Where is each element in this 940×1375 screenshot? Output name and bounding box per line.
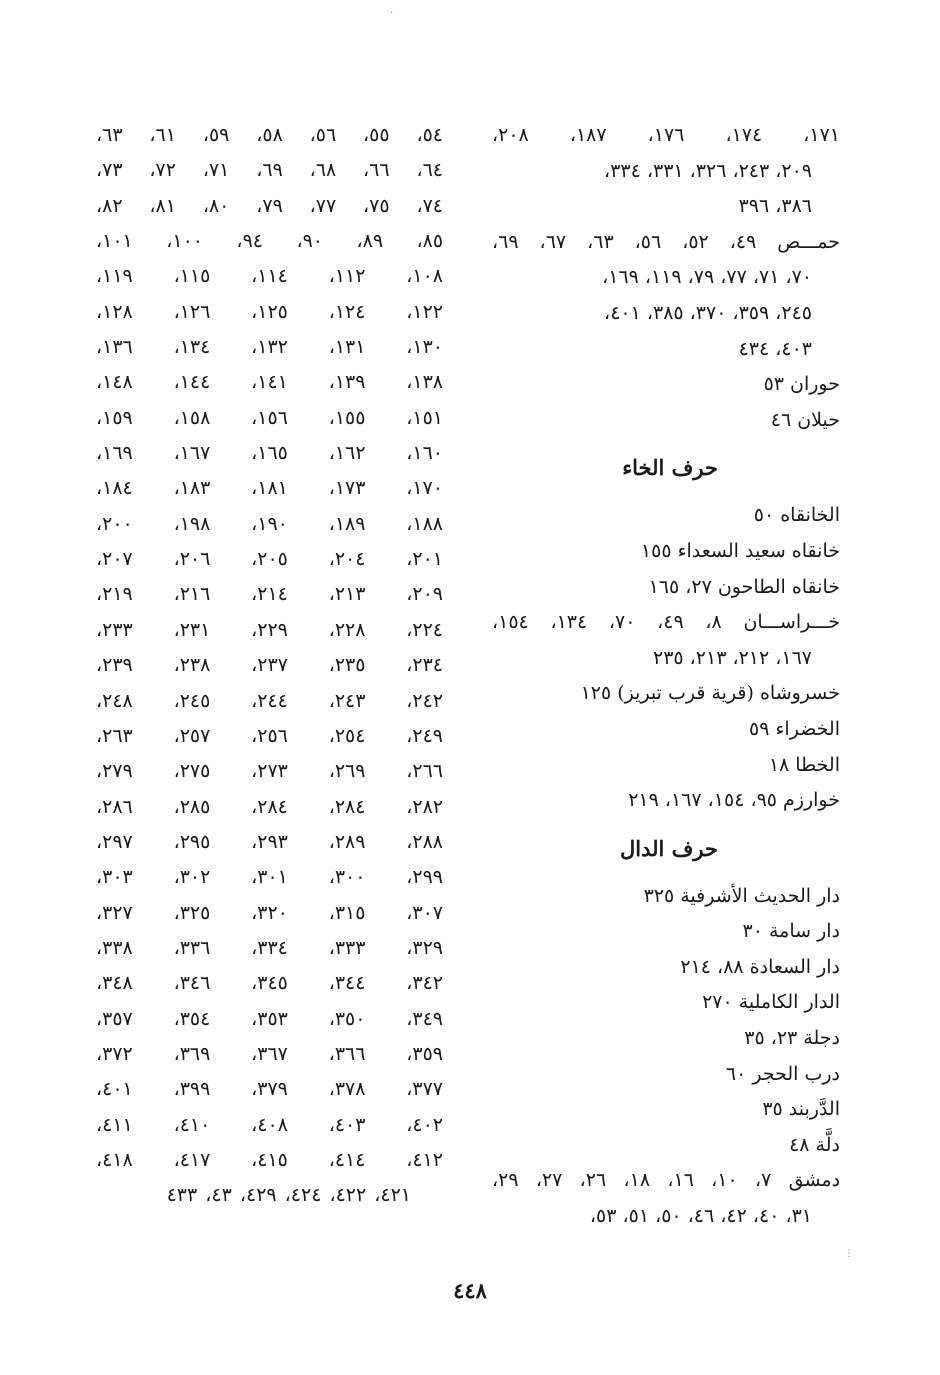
index-entry-line: خانقاه الطاحون ٢٧، ١٦٥: [648, 575, 840, 598]
page-numbers-line: ٣٠٧، ٣١٥، ٣٢٠، ٣٢٥، ٣٢٧،: [96, 901, 444, 924]
page-numbers-line: ٢٩٩، ٣٠٠، ٣٠١، ٣٠٢، ٣٠٣،: [96, 866, 444, 889]
index-entry-line: حمـــص ٤٩، ٥٢، ٥٦، ٦٣، ٦٧، ٦٩،: [492, 230, 840, 253]
page-numbers-line: ٢٠٩، ٢١٣، ٢١٤، ٢١٦، ٢١٩،: [96, 583, 444, 606]
index-entry-line: دمشق ٧، ١٠، ١٦، ١٨، ٢٦، ٢٧، ٢٩،: [492, 1169, 841, 1192]
page-numbers-line: ٤١٢، ٤١٤، ٤١٥، ٤١٧، ٤١٨،: [96, 1148, 444, 1171]
index-entry-line: ٧٠، ٧١، ٧٧، ٧٩، ١١٩، ١٦٩،: [602, 266, 812, 289]
page-numbers-line: ١٣٨، ١٣٩، ١٤١، ١٤٤، ١٤٨،: [96, 371, 444, 394]
page-numbers-line: ١٣٠، ١٣١، ١٣٢، ١٣٤، ١٣٦،: [96, 336, 444, 359]
index-entry-line: حيلان ٤٦: [770, 408, 840, 431]
page-numbers-line: ٣٢٩، ٣٣٣، ٣٣٤، ٣٣٦، ٣٣٨،: [96, 936, 444, 959]
scan-mark: ⋮: [844, 1248, 854, 1259]
index-entry-line: خسروشاه (قرية قرب تبريز) ١٢٥: [580, 682, 840, 705]
page-numbers-line: ٢٤٩، ٢٥٤، ٢٥٦، ٢٥٧، ٢٦٣،: [96, 724, 444, 747]
page-numbers-line: ٤٢١، ٤٢٢، ٤٢٤، ٤٢٩، ٤٣، ٤٣٣: [166, 1184, 411, 1207]
index-column-left: [96, 118, 443, 1214]
section-heading: حرف الخاء: [622, 455, 718, 481]
page-numbers-line: ١٥١، ١٥٥، ١٥٦، ١٥٨، ١٥٩،: [96, 406, 444, 429]
index-entry-line: ٢٠٩، ٢٤٣، ٣٢٦، ٣٣١، ٣٣٤،: [604, 159, 812, 182]
index-entry-line: ٣١، ٤٠، ٤٢، ٤٦، ٥٠، ٥١، ٥٣،: [589, 1205, 812, 1228]
page-numbers-line: ١٦٠، ١٦٢، ١٦٥، ١٦٧، ١٦٩،: [96, 442, 444, 465]
page-numbers-line: ٨٥، ٨٩، ٩٠، ٩٤، ١٠٠، ١٠١،: [96, 230, 444, 253]
page-numbers-line: ١٧٠، ١٧٣، ١٨١، ١٨٣، ١٨٤،: [96, 477, 444, 500]
index-entry-line: خـــراســـان ٨، ٤٩، ٧٠، ١٣٤، ١٥٤،: [492, 611, 841, 634]
index-entry-line: الدار الكاملية ٢٧٠: [702, 991, 840, 1014]
index-entry-line: دلَّة ٤٨: [789, 1133, 840, 1156]
page-numbers-line: ٣٧٧، ٣٧٨، ٣٧٩، ٣٩٩، ٤٠١،: [96, 1078, 444, 1101]
page-numbers-line: ١٨٨، ١٨٩، ١٩٠، ١٩٨، ٢٠٠،: [96, 512, 444, 535]
index-entry-line: ١٧١، ١٧٤، ١٧٦، ١٨٧، ٢٠٨،: [492, 124, 841, 146]
section-heading: حرف الدال: [620, 835, 718, 861]
page-numbers-line: ٢٨٨، ٢٨٩، ٢٩٣، ٢٩٥، ٢٩٧،: [96, 830, 444, 853]
page-numbers-line: ٣٥٩، ٣٦٦، ٣٦٧، ٣٦٩، ٣٧٢،: [96, 1042, 444, 1065]
index-entry-line: درب الحجر ٦٠: [725, 1062, 840, 1085]
page-numbers-line: ٤٠٢، ٤٠٣، ٤٠٨، ٤١٠، ٤١١،: [96, 1113, 444, 1136]
index-entry-line: ٣٨٦، ٣٩٦: [738, 195, 812, 218]
page-numbers-line: ٧٤، ٧٥، ٧٧، ٧٩، ٨٠، ٨١، ٨٢،: [96, 194, 443, 217]
page-numbers-line: ١٢٢، ١٢٤، ١٢٥، ١٢٦، ١٢٨،: [96, 300, 444, 323]
index-entry-line: خوارزم ٩٥، ١٥٤، ١٦٧، ٢١٩: [628, 789, 840, 812]
page-numbers-line: ٢٠١، ٢٠٤، ٢٠٥، ٢٠٦، ٢٠٧،: [96, 548, 444, 571]
index-entry-line: ١٦٧، ٢١٢، ٢١٣، ٢٣٥: [652, 646, 812, 669]
index-entry-line: ٢٤٥، ٣٥٩، ٣٧٠، ٣٨٥، ٤٠١،: [604, 301, 812, 324]
page-numbers-line: ٢٤٢، ٢٤٣، ٢٤٤، ٢٤٥، ٢٤٨،: [96, 689, 444, 712]
page-numbers-line: ٣٤٩، ٣٥٠، ٣٥٣، ٣٥٤، ٣٥٧،: [96, 1007, 444, 1030]
index-entry-line: خانقاه سعيد السعداء ١٥٥: [640, 539, 840, 562]
index-entry-line: الخانقاه ٥٠: [753, 504, 840, 527]
page-numbers-line: ١٠٨، ١١٢، ١١٤، ١١٥، ١١٩،: [96, 265, 444, 288]
index-entry-line: الخضراء ٥٩: [749, 717, 840, 740]
page-numbers-line: ٦٤، ٦٦، ٦٨، ٦٩، ٧١، ٧٢، ٧٣،: [96, 159, 443, 182]
page-number: ٤٤٨: [453, 1278, 487, 1303]
index-entry-line: الخطا ١٨: [768, 753, 840, 776]
index-entry-line: دار سامة ٣٠: [742, 920, 840, 943]
index-entry-line: دار الحديث الأشرفية ٣٢٥: [643, 884, 840, 907]
page-numbers-line: ٣٤٢، ٣٤٤، ٣٤٥، ٣٤٦، ٣٤٨،: [96, 972, 444, 995]
scan-mark: ·: [390, 8, 394, 19]
index-entry-line: حوران ٥٣: [763, 373, 840, 396]
page-numbers-line: ٢٨٢، ٢٨٤، ٢٨٤، ٢٨٥، ٢٨٦،: [96, 795, 444, 818]
index-column-right: [492, 118, 840, 1235]
page-numbers-line: ٢٣٤، ٢٣٥، ٢٣٧، ٢٣٨، ٢٣٩،: [96, 654, 444, 677]
index-entry-line: الدَّربند ٣٥: [762, 1098, 840, 1121]
page-numbers-line: ٥٤، ٥٥، ٥٦، ٥٨، ٥٩، ٦١، ٦٣،: [96, 124, 443, 146]
page-numbers-line: ٢٦٦، ٢٦٩، ٢٧٣، ٢٧٥، ٢٧٩،: [96, 760, 444, 783]
index-entry-line: دار السعادة ٨٨، ٢١٤: [680, 955, 840, 978]
page-numbers-line: ٢٢٤، ٢٢٨، ٢٢٩، ٢٣١، ٢٣٣،: [96, 618, 444, 641]
index-entry-line: دجلة ٢٣، ٣٥: [744, 1027, 840, 1050]
index-entry-line: ٤٠٣، ٤٣٤: [738, 337, 812, 360]
